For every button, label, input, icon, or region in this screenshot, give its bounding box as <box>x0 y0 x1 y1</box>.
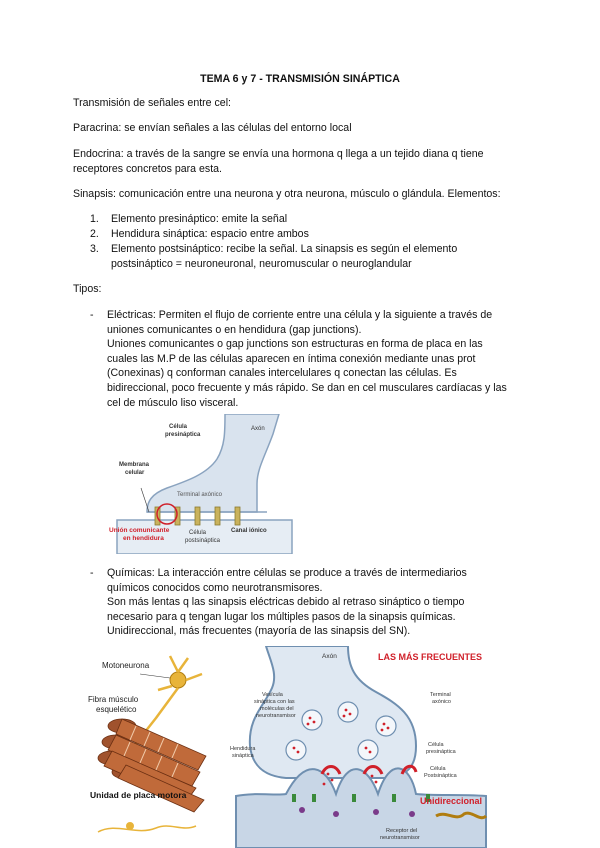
chemical-synapse-figure <box>86 646 506 848</box>
list-item <box>90 242 550 272</box>
gap-junction-figure <box>107 414 297 554</box>
fig1-label: postsináptica <box>185 538 221 544</box>
fig1-label: Membrana <box>119 462 150 468</box>
fig1-label: Unión comunicante <box>109 527 170 534</box>
text-line: Químicas: La interacción entre células se produce a través de intermediarios <box>107 567 467 579</box>
fig2-label: Axón <box>322 653 337 660</box>
fig2-label: Unidireccional <box>420 796 483 806</box>
list-text: Elemento presináptico: emite la señal <box>111 213 288 225</box>
fig2-label: Receptor del <box>386 828 418 834</box>
bullet-dash: - <box>90 309 94 321</box>
fig2-label: Unidad de placa motora <box>90 790 187 800</box>
text-line: uniones comunicantes o en hendidura (gap junctions). <box>107 323 362 336</box>
text-line: necesario para q tengan lugar los múltiples pasos de la sinapsis químicas. <box>107 610 456 623</box>
text-line: Eléctricas: Permiten el flujo de corriente entre una célula y la siguiente a través de <box>107 309 493 321</box>
text-line: cuales las M.P de las células aparecen en íntima conexión mediante unas prot <box>107 352 476 365</box>
list-number: 1. <box>90 213 99 225</box>
list-text: Elemento postsináptico: recibe la señal. La sinapsis es según el elemento <box>111 243 458 255</box>
text-line: bidireccional, poco frecuente y más rápido. Se dan en cel musculares cardíacas y las <box>107 381 507 394</box>
quimicas-block <box>107 566 547 639</box>
list-item <box>90 227 550 242</box>
bullet-dash: - <box>90 567 94 579</box>
electricas-block <box>107 308 547 410</box>
list-text: Hendidura sináptica: espacio entre ambos <box>111 228 309 240</box>
fig2-label: axónico <box>432 699 451 705</box>
fig2-label: neurotransmisor <box>256 713 296 719</box>
text-line: químicos conocidos como neurotransmisores. <box>107 581 323 594</box>
page-title: TEMA 6 y 7 - TRANSMISIÓN SINÁPTICA <box>200 73 400 85</box>
fig2-label: Motoneurona <box>102 661 150 670</box>
fig2-label: Hendidura <box>230 746 256 752</box>
endocrina-text-2: receptores concretos para esta. <box>73 163 222 175</box>
paracrina-text: Paracrina: se envían señales a las células del entorno local <box>73 122 352 134</box>
intro-text: Transmisión de señales entre cel: <box>73 97 232 109</box>
fig2-label: Vesícula <box>262 692 283 698</box>
fig2-label: Célula <box>428 742 444 748</box>
fig1-label: en hendidura <box>123 535 164 542</box>
fig2-label: moléculas del <box>260 706 294 712</box>
text-line: (Conexinas) q conforman canales intercelulares q conectan las células. Es <box>107 367 457 380</box>
text-line: cel de músculo liso visceral. <box>107 396 239 409</box>
text-line: Uniones comunicantes o gap junctions son estructuras en forma de placa en las <box>107 338 483 351</box>
list-number: 2. <box>90 228 99 240</box>
fig2-label: neurotransmisor <box>380 835 420 841</box>
fig2-label: Postsináptica <box>424 773 457 779</box>
fig1-label: Terminal axónico <box>177 492 223 498</box>
fig2-label: Célula <box>430 766 446 772</box>
list-number: 3. <box>90 243 99 255</box>
endocrina-text-1: Endocrina: a través de la sangre se envía una hormona q llega a un tejido diana q tiene <box>73 148 484 160</box>
fig1-label: Célula <box>189 530 207 536</box>
fig2-label: Fibra músculo <box>88 695 139 704</box>
fig1-label: Canal iónico <box>231 528 267 534</box>
fig2-label: presináptica <box>426 749 456 755</box>
fig2-label: esquelético <box>96 705 137 714</box>
list-item <box>90 212 550 227</box>
list-text: postsináptico = neuroneuronal, neuromuscular o neuroglandular <box>111 258 412 270</box>
fig2-label: sináptica con las <box>254 699 295 705</box>
fig2-label: LAS MÁS FRECUENTES <box>378 652 483 662</box>
fig1-label: Axón <box>251 426 265 432</box>
fig1-label: Célula <box>169 424 188 430</box>
text-line: Son más lentas q las sinapsis eléctricas debido al retraso sináptico o tiempo <box>107 596 465 609</box>
sinapsis-text: Sinapsis: comunicación entre una neurona y otra neurona, músculo o glándula. Elementos: <box>73 188 501 200</box>
text-line: Unidireccional, más frecuentes (mayoría de las sinapsis del SN). <box>107 625 411 638</box>
fig1-label: presináptica <box>165 432 201 438</box>
fig2-label: sináptica <box>232 753 254 759</box>
fig1-label: celular <box>125 470 145 476</box>
tipos-heading: Tipos: <box>73 283 102 295</box>
fig2-label: Terminal <box>430 692 451 698</box>
